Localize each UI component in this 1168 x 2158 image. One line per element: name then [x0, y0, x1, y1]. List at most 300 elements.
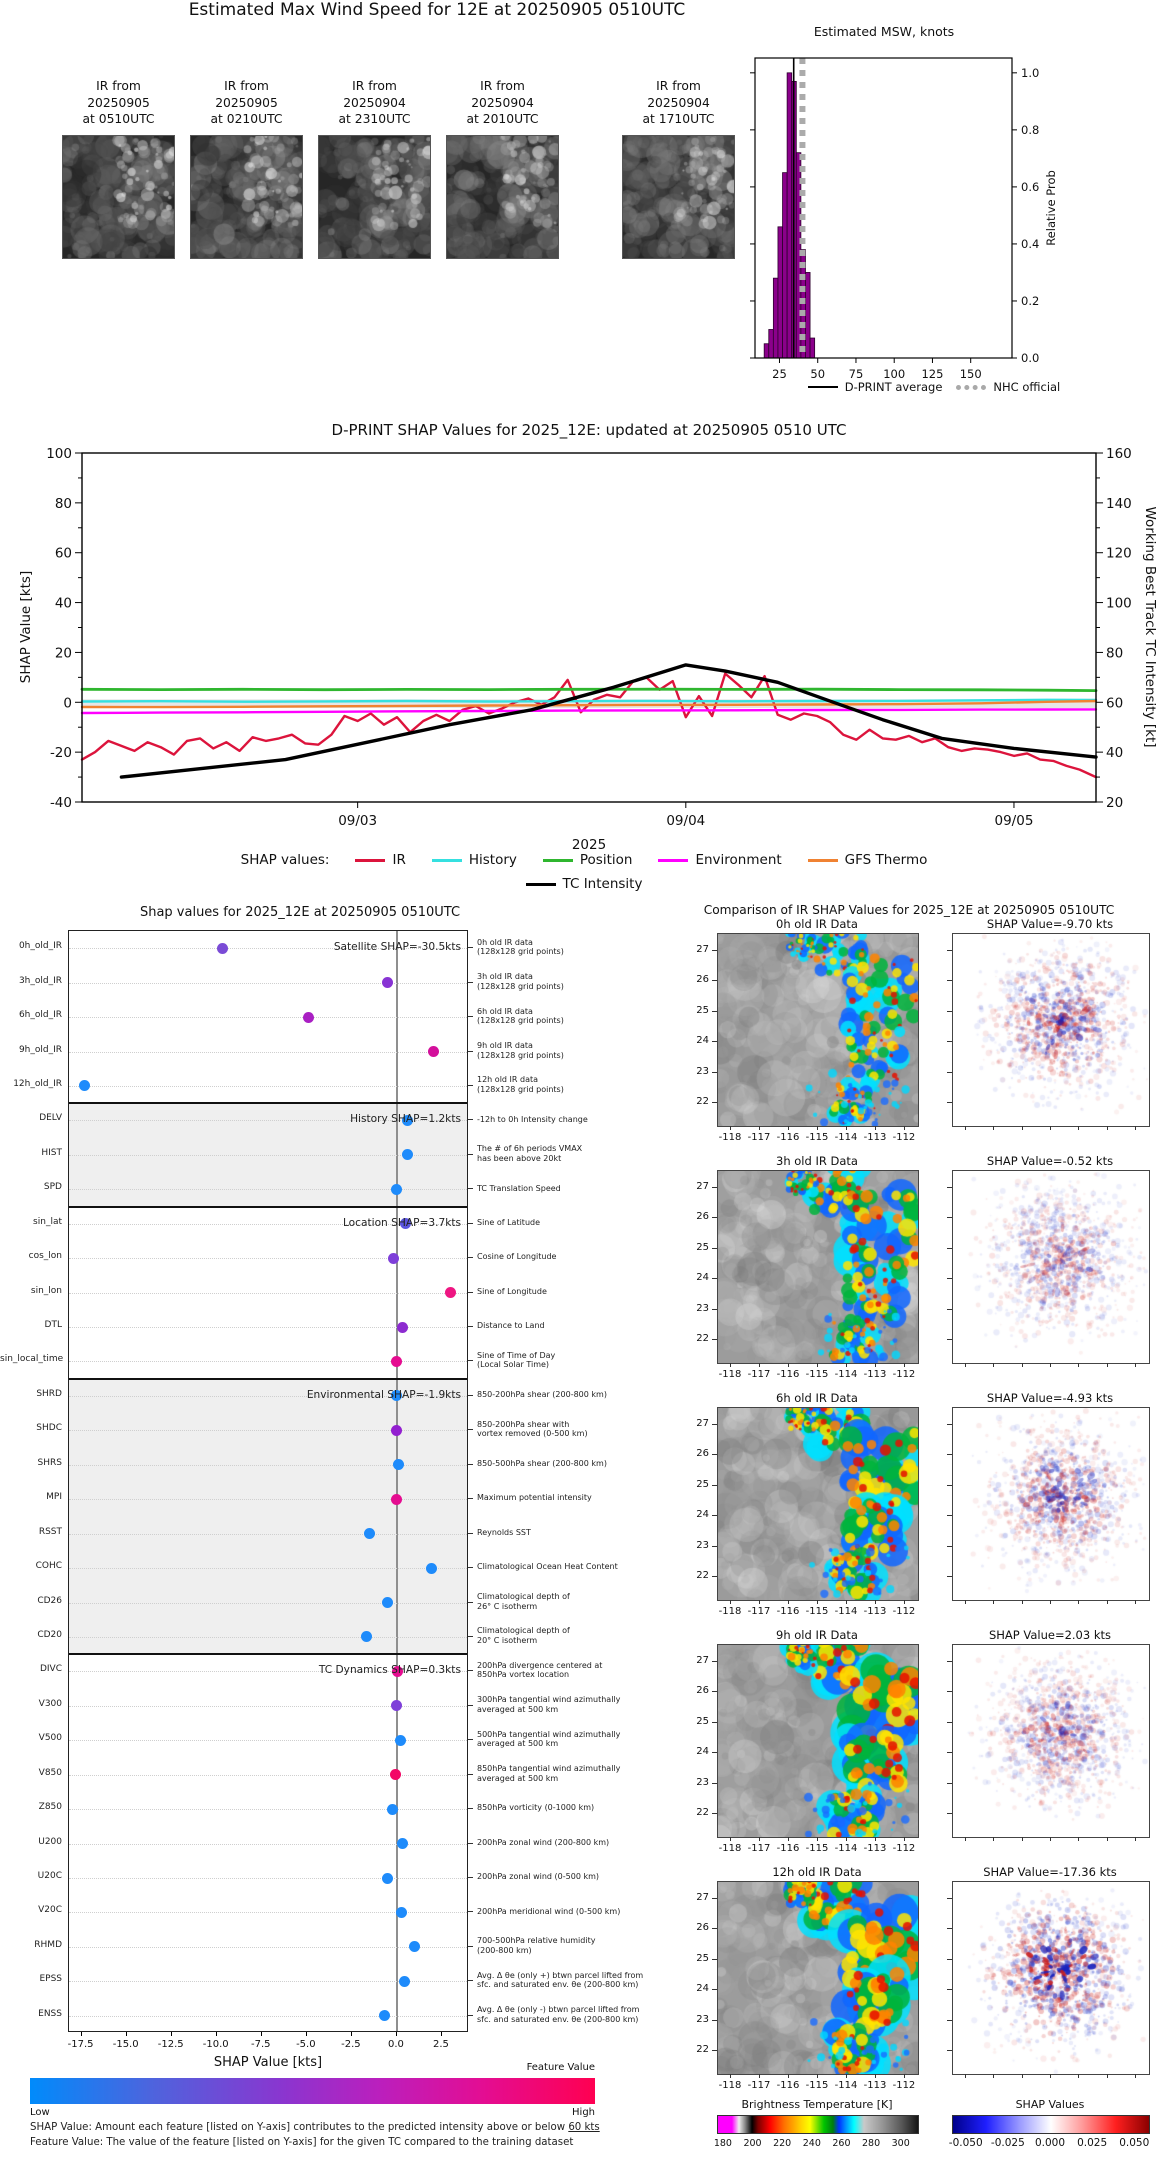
feature-description-line: sfc. and saturated env. θe (200-800 km)	[477, 2014, 639, 2024]
feature-description-line: 850hPa tangential wind azimuthally	[477, 1764, 621, 1774]
section-divider	[69, 1102, 467, 1104]
feature-description	[477, 1562, 618, 1572]
shap-map-canvas	[952, 1170, 1150, 1364]
legend-item-label: NHC official	[993, 380, 1061, 394]
feature-description	[477, 1764, 620, 1783]
map-ytick-label: 25	[696, 1715, 709, 1727]
map-xtick	[904, 1600, 905, 1604]
row-gridline	[69, 1430, 467, 1431]
row-gridline	[69, 1534, 467, 1535]
map-xtick-label: -116	[776, 1132, 800, 1143]
feature-description-line: 200hPa zonal wind (0-500 km)	[477, 1872, 599, 1882]
row-gridline	[69, 1293, 467, 1294]
ts-ytick-left: 80	[54, 495, 72, 512]
feature-description-line: 850-500hPa shear (200-800 km)	[477, 1459, 607, 1469]
feature-description-line: averaged at 500 km	[477, 1704, 559, 1714]
map-ytick-label: 26	[696, 1685, 709, 1697]
ir-thumbnail-label-line: IR from	[480, 79, 525, 93]
map-xtick	[759, 1600, 760, 1604]
hist-xtick-label: 150	[959, 367, 982, 381]
feature-row-label: EPSS	[39, 1974, 62, 1985]
timeseries-title: D-PRINT SHAP Values for 2025_12E: updated at 20250905 0510 UTC	[331, 421, 847, 439]
ts-ytick-right: 100	[1106, 595, 1132, 612]
shapmap-ytick	[947, 950, 952, 951]
shapmap-xtick	[993, 1600, 994, 1604]
shap-cbar-tick-label: 0.025	[1077, 2137, 1108, 2149]
map-xtick-label: -116	[776, 1606, 800, 1617]
map-xtick-label: -117	[747, 1132, 771, 1143]
shapmap-ytick	[947, 1217, 952, 1218]
ts-xlabel: 2025	[571, 837, 607, 853]
feature-value-colorbar-label: Feature Value	[526, 2062, 595, 2073]
map-xtick	[788, 2074, 789, 2078]
map-xtick-label: -112	[892, 2080, 916, 2091]
shapmap-ytick	[947, 1928, 952, 1929]
ir-thumbnail-label-line: 20250904	[343, 95, 406, 110]
legend-item	[355, 852, 405, 868]
shap-map-canvas	[952, 933, 1150, 1127]
map-xtick	[730, 2074, 731, 2078]
row-gridline	[69, 1912, 467, 1913]
feature-row-label: SPD	[43, 1182, 62, 1193]
row-tick	[468, 1843, 473, 1844]
shapmap-xtick	[1022, 1363, 1023, 1367]
map-xtick-label: -115	[805, 1132, 829, 1143]
row-gridline	[69, 1603, 467, 1604]
map-ytick	[712, 2050, 717, 2051]
bt-cbar-tick-label: 240	[802, 2138, 821, 2149]
shapmap-xtick	[1022, 1126, 1023, 1130]
hist-ytick-label: 1.0	[1021, 65, 1040, 80]
shapmap-ytick	[947, 1898, 952, 1899]
ir-thumbnail	[62, 78, 175, 259]
ir-map-title: 6h old IR Data	[776, 1391, 858, 1405]
map-ytick	[712, 1722, 717, 1723]
ts-ytick-left: 60	[54, 545, 72, 562]
map-xtick-label: -118	[718, 2080, 742, 2091]
feature-row-label: COHC	[35, 1561, 62, 1572]
shapmap-xtick	[1050, 1600, 1051, 1604]
map-ytick	[712, 1309, 717, 1310]
feature-description-line: Distance to Land	[477, 1321, 545, 1331]
ir-map-title: 9h old IR Data	[776, 1628, 858, 1642]
dp-xtick-label: -15.0	[112, 2039, 139, 2050]
feature-description-line: averaged at 500 km	[477, 1739, 559, 1749]
map-ytick	[712, 1898, 717, 1899]
map-xtick	[846, 1126, 847, 1130]
feature-description	[477, 1041, 564, 1060]
feature-description-line: 850hPa vorticity (0-1000 km)	[477, 1803, 595, 1813]
shapmap-ytick	[947, 1989, 952, 1990]
feature-description	[477, 1803, 594, 1813]
feature-row-label: U200	[38, 1836, 62, 1847]
series-tc-intensity	[121, 665, 1096, 777]
section-annotation: Location SHAP=3.7kts	[342, 1216, 461, 1229]
shapmap-ytick	[947, 1783, 952, 1784]
comparison-row	[650, 917, 1168, 1154]
ts-ytick-left: 40	[54, 595, 72, 612]
feature-value-colorbar	[30, 2078, 595, 2104]
footnote-text: Feature Value: The value of the feature [listed on Y-axis] for the given TC compared to the training dataset	[30, 2137, 574, 2148]
shap-dot-sin_local_time	[391, 1356, 402, 1367]
histogram-bar	[810, 338, 815, 358]
shapmap-xtick	[1135, 1600, 1136, 1604]
shapmap-ytick	[947, 1041, 952, 1042]
shapmap-ytick	[947, 1248, 952, 1249]
map-xtick	[846, 1600, 847, 1604]
row-tick	[468, 1911, 473, 1912]
histogram-title: Estimated MSW, knots	[813, 24, 955, 39]
shapmap-ytick	[947, 1752, 952, 1753]
map-ytick-label: 26	[696, 1211, 709, 1223]
map-xtick	[875, 1600, 876, 1604]
footnote-line	[30, 2122, 650, 2133]
shapmap-ytick	[947, 1187, 952, 1188]
shap-cbar-tick-label: 0.050	[1119, 2137, 1150, 2149]
row-gridline	[69, 1052, 467, 1053]
legend-swatch-history	[432, 859, 462, 862]
row-gridline	[69, 1809, 467, 1810]
row-gridline	[69, 1465, 467, 1466]
shapmap-ytick	[947, 1691, 952, 1692]
map-xtick	[904, 1126, 905, 1130]
feature-description-line: (128x128 grid points)	[477, 1016, 564, 1026]
map-xtick	[817, 1363, 818, 1367]
ts-ytick-left: 20	[54, 645, 72, 662]
feature-row-label: Z850	[38, 1802, 62, 1813]
map-ytick	[712, 980, 717, 981]
feature-description-line: 200hPa zonal wind (200-800 km)	[477, 1837, 610, 1847]
map-ytick	[712, 1187, 717, 1188]
legend-swatch-position	[543, 859, 573, 862]
shapmap-xtick	[1078, 1363, 1079, 1367]
feature-row-label: SHRS	[37, 1457, 62, 1468]
ir-thumbnail-label-line: at 1710UTC	[642, 112, 715, 126]
map-ytick-label: 26	[696, 1448, 709, 1460]
row-tick	[468, 1016, 473, 1017]
ir-map-title: 12h old IR Data	[772, 1865, 862, 1879]
feature-description	[477, 1007, 564, 1026]
feature-description-line: Avg. Δ θe (only -) btwn parcel lifted from	[477, 2005, 640, 2015]
legend-swatch-gfs-thermo	[808, 859, 838, 862]
map-xtick-label: -114	[834, 1369, 858, 1380]
legend-item-label: D-PRINT average	[844, 380, 943, 394]
shap-dot-V850	[390, 1769, 401, 1780]
map-ytick	[712, 1424, 717, 1425]
row-tick	[468, 1429, 473, 1430]
shap-map-title: SHAP Value=-17.36 kts	[983, 1865, 1117, 1879]
map-ytick-label: 27	[696, 943, 709, 955]
map-ytick-label: 23	[696, 1776, 709, 1788]
map-xtick	[904, 1837, 905, 1841]
feature-description	[477, 1838, 609, 1848]
ts-ytick-right: 80	[1106, 645, 1124, 662]
feature-description	[477, 1351, 555, 1370]
shap-dot-3h_old_IR	[382, 977, 393, 988]
ir-shap-comparison	[650, 895, 1168, 2158]
shap-dot-V20C	[396, 1907, 407, 1918]
feature-row-label: SHDC	[36, 1423, 62, 1434]
feature-description-line: 300hPa tangential wind azimuthally	[477, 1695, 621, 1705]
map-ytick	[712, 1546, 717, 1547]
map-ytick	[712, 1783, 717, 1784]
shap-map-title: SHAP Value=-0.52 kts	[986, 1154, 1114, 1168]
legend-item-label: Position	[579, 852, 633, 868]
histogram-bar	[805, 272, 810, 358]
feature-description-line: (128x128 grid points)	[477, 947, 564, 957]
legend-swatch-ir	[355, 859, 385, 862]
bt-cbar-tick-label: 220	[773, 2138, 792, 2149]
map-xtick-label: -116	[776, 1843, 800, 1854]
ir-map-title: 3h old IR Data	[776, 1154, 858, 1168]
feature-description-line: 9h old IR data	[477, 1041, 533, 1051]
shapmap-ytick	[947, 1339, 952, 1340]
map-xtick-label: -112	[892, 1843, 916, 1854]
shap-cbar-tick-label: 0.000	[1034, 2137, 1066, 2149]
feature-row-label: sin_local_time	[0, 1354, 64, 1365]
feature-description	[477, 1695, 620, 1714]
shapmap-ytick	[947, 1813, 952, 1814]
x-tick	[306, 2032, 307, 2036]
shapmap-xtick	[965, 1363, 966, 1367]
feature-description	[477, 2005, 639, 2024]
legend-item-label: TC Intensity	[562, 876, 643, 892]
feature-row-label: sin_lat	[33, 1216, 62, 1227]
map-xtick-label: -113	[863, 1369, 887, 1380]
row-tick	[468, 2015, 473, 2016]
row-gridline	[69, 1361, 467, 1362]
map-ytick	[712, 1928, 717, 1929]
map-xtick-label: -117	[747, 2080, 771, 2091]
ir-map-canvas	[717, 1644, 919, 1838]
map-xtick	[817, 1600, 818, 1604]
legend-item	[543, 852, 633, 868]
feature-row-label: 9h_old_IR	[18, 1044, 62, 1055]
map-ytick	[712, 1102, 717, 1103]
feature-description-line: Climatological Ocean Heat Content	[477, 1562, 618, 1572]
map-xtick-label: -113	[863, 2080, 887, 2091]
hist-xtick-label: 50	[810, 367, 826, 381]
row-tick	[468, 1188, 473, 1189]
section-annotation: Environmental SHAP=-1.9kts	[306, 1388, 461, 1401]
row-tick	[468, 1774, 473, 1775]
feature-description-line: -12h to 0h Intensity change	[477, 1114, 588, 1124]
timeseries-legend-row2	[0, 876, 1168, 892]
feature-row-label: CD20	[37, 1629, 62, 1640]
row-tick	[468, 1360, 473, 1361]
map-ytick-label: 22	[696, 2044, 709, 2056]
shapmap-xtick	[993, 1126, 994, 1130]
feature-description	[477, 1661, 602, 1680]
dp-xtick-label: 0.0	[387, 2039, 404, 2050]
map-xtick-label: -115	[805, 2080, 829, 2091]
histogram-bar	[769, 329, 774, 358]
map-ytick-label: 25	[696, 1004, 709, 1016]
dotplot-xaxis-label: SHAP Value [kts]	[213, 2055, 323, 2070]
shapmap-ytick	[947, 1661, 952, 1662]
feature-description	[477, 1184, 561, 1194]
map-xtick	[730, 1126, 731, 1130]
feature-row-label: RHMD	[34, 1939, 62, 1950]
shapmap-ytick	[947, 1576, 952, 1577]
feature-description	[477, 1730, 620, 1749]
map-xtick-label: -114	[834, 2080, 858, 2091]
map-xtick	[759, 2074, 760, 2078]
row-tick	[468, 982, 473, 983]
map-ytick	[712, 1576, 717, 1577]
feature-description	[477, 1420, 588, 1439]
shapmap-xtick	[1022, 1837, 1023, 1841]
shapmap-xtick	[1022, 2074, 1023, 2078]
map-ytick	[712, 1661, 717, 1662]
shapmap-ytick	[947, 1278, 952, 1279]
feature-description-line: 6h old IR data	[477, 1006, 533, 1016]
map-xtick-label: -112	[892, 1369, 916, 1380]
ts-ylabel-right: Working Best Track TC Intensity [kt]	[1142, 506, 1158, 748]
feature-description-line: Climatological depth of	[477, 1592, 570, 1602]
map-xtick-label: -118	[718, 1369, 742, 1380]
shap-values-colorbar-label: SHAP Values	[1015, 2098, 1085, 2111]
map-ytick	[712, 1278, 717, 1279]
map-ytick-label: 22	[696, 1333, 709, 1345]
feature-description-line: Cosine of Longitude	[477, 1252, 557, 1262]
map-xtick-label: -117	[747, 1843, 771, 1854]
legend-item	[808, 380, 943, 394]
map-xtick	[875, 1837, 876, 1841]
feature-row-label: U20C	[37, 1871, 62, 1882]
feature-description	[477, 1321, 545, 1331]
x-tick	[261, 2032, 262, 2036]
comparison-row	[650, 1628, 1168, 1865]
shapmap-xtick	[965, 1600, 966, 1604]
timeseries-legend-row1	[0, 852, 1168, 868]
feature-description-line: 200hPa meridional wind (0-500 km)	[477, 1906, 621, 1916]
shap-dot-DTL	[397, 1322, 408, 1333]
shap-map-canvas	[952, 1644, 1150, 1838]
map-xtick-label: -115	[805, 1843, 829, 1854]
legend-swatch-tc-intensity	[526, 883, 556, 886]
feature-row-label: CD26	[37, 1595, 62, 1606]
ir-thumbnail-label	[190, 78, 303, 128]
ir-thumbnail-label-line: 20250904	[647, 95, 710, 110]
feature-row-label: SHRD	[36, 1388, 62, 1399]
dp-xtick-label: -7.5	[251, 2039, 271, 2050]
shapmap-xtick	[1050, 1837, 1051, 1841]
shap-dot-sin_lon	[445, 1287, 456, 1298]
feature-description-line: (128x128 grid points)	[477, 1084, 564, 1094]
ir-thumbnail-label-line: IR from	[96, 79, 141, 93]
map-xtick	[875, 1363, 876, 1367]
shapmap-xtick	[1135, 2074, 1136, 2078]
ir-thumbnail-label	[318, 78, 431, 128]
histogram-bar	[764, 344, 769, 358]
feature-description-line: sfc. and saturated env. θe (200-800 km)	[477, 1980, 639, 1990]
shap-map-title: SHAP Value=-9.70 kts	[986, 917, 1114, 931]
shap-dotplot	[0, 895, 650, 2158]
ir-thumbnail-label-line: at 0510UTC	[82, 112, 155, 126]
hist-ytick-label: 0.0	[1021, 351, 1040, 365]
map-ytick	[712, 1011, 717, 1012]
shap-dot-9h_old_IR	[428, 1046, 439, 1057]
legend-item	[658, 852, 781, 868]
row-tick	[468, 1946, 473, 1947]
row-tick	[468, 1877, 473, 1878]
row-gridline	[69, 1258, 467, 1259]
histogram-bar	[778, 227, 783, 358]
ir-thumbnail-label-line: 20250905	[215, 95, 278, 110]
map-ytick-label: 22	[696, 1807, 709, 1819]
map-xtick-label: -113	[863, 1843, 887, 1854]
map-ytick	[712, 1515, 717, 1516]
shapmap-xtick	[1135, 1363, 1136, 1367]
map-ytick-label: 23	[696, 1065, 709, 1077]
comparison-row	[650, 1865, 1168, 2102]
shap-dot-COHC	[426, 1563, 437, 1574]
bt-cbar-tick-label: 200	[743, 2138, 762, 2149]
comparison-row	[650, 1154, 1168, 1391]
series-environment	[82, 709, 1096, 713]
x-tick	[441, 2032, 442, 2036]
row-gridline	[69, 1637, 467, 1638]
colorbar-low-label: Low	[30, 2107, 50, 2118]
ir-map-canvas	[717, 933, 919, 1127]
feature-row-label: HIST	[41, 1147, 62, 1158]
shapmap-xtick	[993, 1363, 994, 1367]
feature-description-line: 200hPa divergence centered at	[477, 1660, 603, 1670]
histogram-bar	[787, 73, 792, 358]
feature-description-line: 850hPa vortex location	[477, 1670, 570, 1680]
hist-ytick-label: 0.2	[1021, 293, 1040, 308]
ir-thumbnail-label-line: 20250904	[471, 95, 534, 110]
shap-map-title: SHAP Value=-4.93 kts	[986, 1391, 1114, 1405]
map-xtick-label: -114	[834, 1606, 858, 1617]
bt-cbar-tick-label: 300	[891, 2138, 910, 2149]
ts-ytick-right: 40	[1106, 745, 1124, 762]
feature-row-label: cos_lon	[28, 1251, 62, 1262]
section-annotation: Satellite SHAP=-30.5kts	[333, 941, 461, 954]
map-ytick-label: 26	[696, 1922, 709, 1934]
feature-description-line: 0h old IR data	[477, 937, 533, 947]
map-xtick-label: -115	[805, 1606, 829, 1617]
ir-thumbnail-label	[446, 78, 559, 128]
section-divider	[69, 1206, 467, 1208]
map-xtick-label: -118	[718, 1132, 742, 1143]
legend-swatch-environment	[658, 859, 688, 862]
ir-thumbnail-label-line: IR from	[352, 79, 397, 93]
hist-ylabel: Relative Prob	[1044, 170, 1058, 246]
map-ytick	[712, 1248, 717, 1249]
shap-dot-EPSS	[399, 1976, 410, 1987]
row-gridline	[69, 1740, 467, 1741]
shap-dot-cos_lon	[388, 1253, 399, 1264]
map-xtick-label: -112	[892, 1132, 916, 1143]
ir-map-canvas	[717, 1881, 919, 2075]
feature-row-label: 3h_old_IR	[18, 975, 62, 986]
feature-description	[477, 1971, 643, 1990]
feature-description	[477, 1936, 595, 1955]
row-tick	[468, 1705, 473, 1706]
ir-thumbnail-label-line: 20250905	[87, 95, 150, 110]
row-gridline	[69, 2016, 467, 2017]
map-xtick	[817, 1837, 818, 1841]
legend-item	[526, 876, 643, 892]
feature-description	[477, 1390, 607, 1400]
map-ytick-label: 24	[696, 1035, 709, 1047]
feature-description-line: vortex removed (0-500 km)	[477, 1429, 588, 1439]
feature-description	[477, 1907, 620, 1917]
row-gridline	[69, 1086, 467, 1087]
map-ytick-label: 25	[696, 1478, 709, 1490]
